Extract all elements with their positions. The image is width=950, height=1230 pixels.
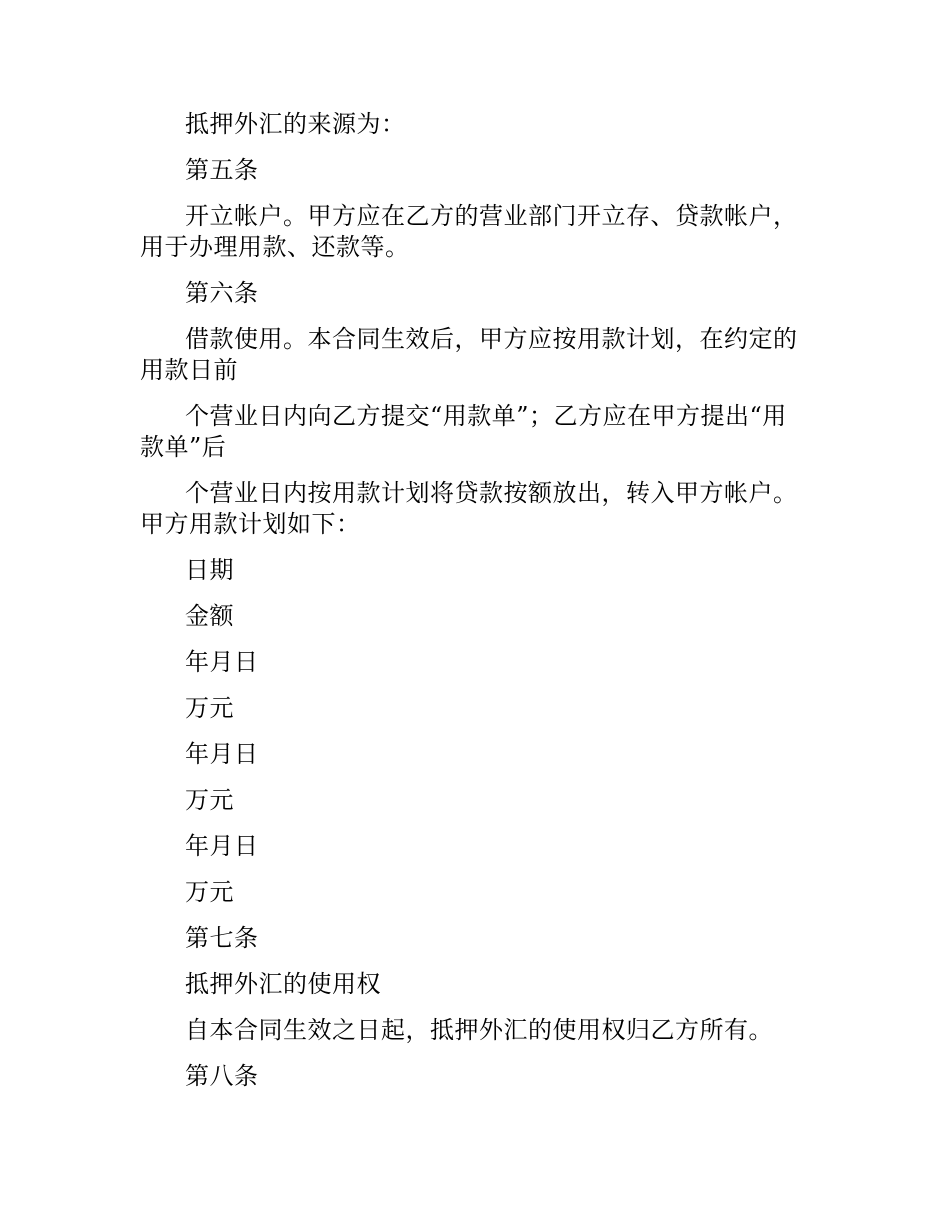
plan-amount: 万元 <box>185 694 234 722</box>
paragraph: 个营业日内向乙方提交“用款单”；乙方应在甲方提出“用款单”后 <box>140 402 787 461</box>
article-heading: 第六条 <box>185 279 259 307</box>
plan-amount: 万元 <box>185 786 234 814</box>
plan-column-label: 金额 <box>185 602 234 630</box>
paragraph: 抵押外汇的使用权 <box>185 970 381 998</box>
paragraph: 借款使用。本合同生效后，甲方应按用款计划，在约定的用款日前 <box>140 325 798 384</box>
paragraph: 开立帐户。甲方应在乙方的营业部门开立存、贷款帐户，用于办理用款、还款等。 <box>140 202 798 261</box>
paragraph: 抵押外汇的来源为： <box>185 110 406 138</box>
paragraph: 自本合同生效之日起，抵押外汇的使用权归乙方所有。 <box>185 1016 773 1044</box>
plan-date: 年月日 <box>185 832 259 860</box>
plan-column-label: 日期 <box>185 556 234 584</box>
plan-date: 年月日 <box>185 740 259 768</box>
plan-date: 年月日 <box>185 648 259 676</box>
article-heading: 第八条 <box>185 1062 259 1090</box>
paragraph: 个营业日内按用款计划将贷款按额放出，转入甲方帐户。甲方用款计划如下： <box>140 479 798 538</box>
plan-amount: 万元 <box>185 878 234 906</box>
article-heading: 第七条 <box>185 924 259 952</box>
document-body <box>140 109 810 1107</box>
article-heading: 第五条 <box>185 156 259 184</box>
